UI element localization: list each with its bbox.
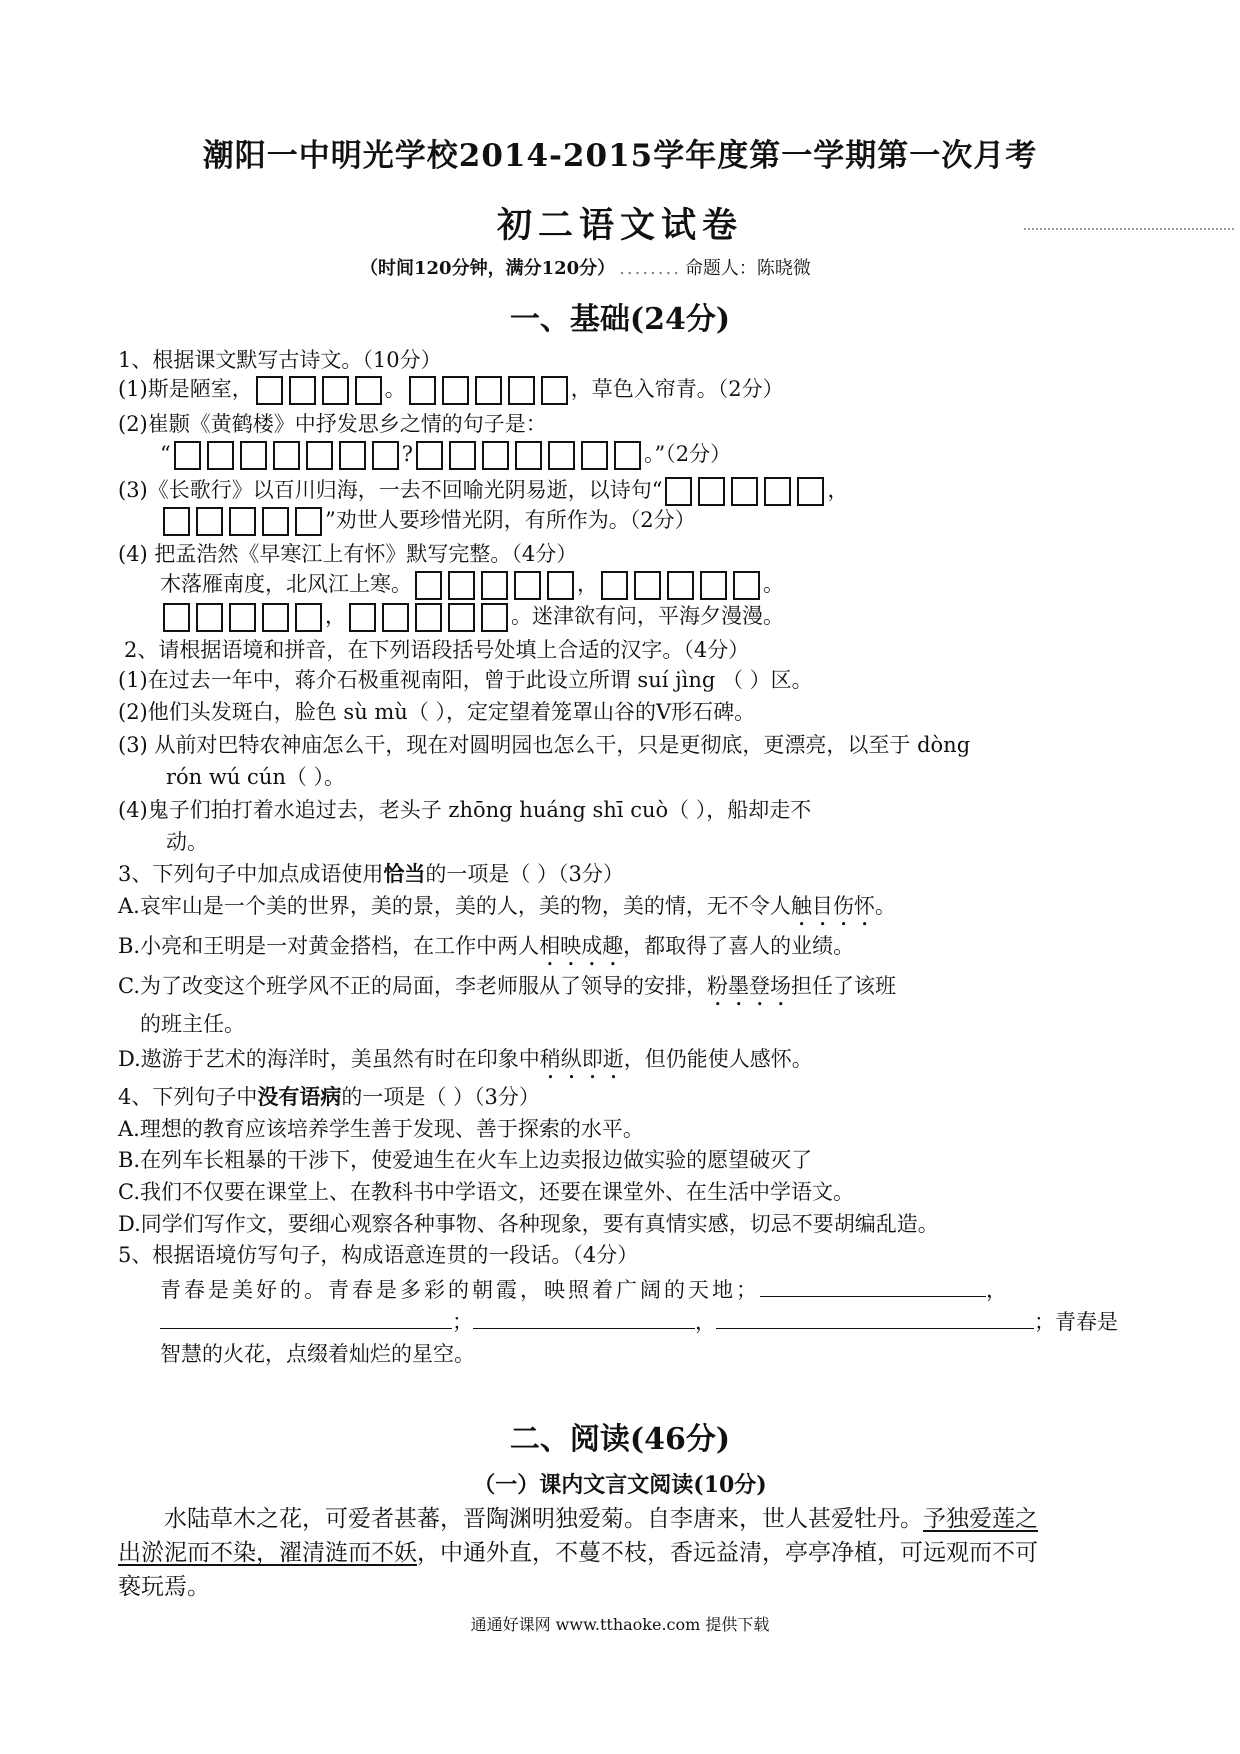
answer-box[interactable] [295,603,322,632]
q1-item4-pre: 木落雁南度，北风江上寒。 [160,572,412,596]
q1-item4-comma: ， [577,572,598,596]
answer-box[interactable] [698,477,725,506]
q4-stem-bold: 没有语病 [257,1084,342,1109]
q1-item3-line2 [160,506,696,536]
section-heading-reading: 二、阅读(46分) [509,1422,731,1457]
answer-box[interactable] [295,507,322,536]
q5-line1-text: 青春是美好的。青春是多彩的朝霞，映照着广阔的天地； [160,1278,760,1302]
q5-line1 [160,1276,1010,1304]
passage-line2 [118,1536,1038,1570]
answer-box[interactable] [262,603,289,632]
answer-box[interactable] [548,441,575,470]
q2-line2: (2)他们头发斑白，脸色 sù mù（ ），定定望着笼罩山谷的V形石碑。 [118,700,756,724]
q1-stem: 1、根据课文默写古诗文。（10分） [118,348,442,372]
answer-box[interactable] [262,507,289,536]
answer-box[interactable] [256,376,283,405]
q2-line1: (1)在过去一年中，蒋介石极重视南阳，曾于此设立所谓 suí jìng （ ）区。 [118,668,813,692]
q1-item2-answer [160,440,731,470]
exam-title: 潮阳一中明光学校2014-2015学年度第一学期第一次月考 [202,138,1038,174]
q4-option-c: C.我们不仅要在课堂上、在教科书中学语文，还要在课堂外、在生活中学语文。 [118,1180,854,1204]
q3-b-pre: B.小亮和王明是一对黄金搭档，在工作中两人 [118,934,540,958]
q1-item4-line2 [160,602,784,632]
answer-box[interactable] [196,603,223,632]
answer-box[interactable] [229,603,256,632]
q1-item4-end: 。 [763,572,784,596]
q3-option-a [118,892,896,931]
answer-blank[interactable] [716,1308,1034,1329]
q2-line4b: 动。 [166,830,208,854]
q3-c-idiom: 粉墨登场 [707,974,791,998]
q4-option-d: D.同学们写作文，要细心观察各种事物、各种现象，要有真情实感，切忌不要胡编乱造。 [118,1212,939,1236]
answer-blank[interactable] [160,1308,452,1329]
q4-stem [118,1083,540,1111]
passage-line1 [164,1502,1038,1536]
q1-item3-comma: ， [827,478,849,502]
q3-c-post: 担任了该班 [791,974,896,998]
answer-box[interactable] [442,376,469,405]
answer-box[interactable] [448,603,475,632]
q5-line2-sep1: ； [452,1310,473,1334]
answer-box[interactable] [547,571,574,600]
answer-box[interactable] [416,441,443,470]
answer-box[interactable] [409,376,436,405]
q1-item3-post: ”劝世人要珍惜光阴，有所作为。（2分） [325,508,696,532]
answer-box[interactable] [764,477,791,506]
answer-box[interactable] [306,441,333,470]
answer-box[interactable] [731,477,758,506]
answer-box[interactable] [733,571,760,600]
q3-a-post: 。 [874,894,896,918]
answer-box[interactable] [163,507,190,536]
answer-box[interactable] [174,441,201,470]
q1-item4-line1 [160,570,784,600]
q5-line1-end: ， [986,1278,1010,1302]
q1-item1-mid: 。 [384,377,406,401]
answer-box[interactable] [273,441,300,470]
answer-box[interactable] [614,441,641,470]
footer-credit: 通通好课网 www.tthaoke.com 提供下载 [470,1615,770,1634]
answer-box[interactable] [415,571,442,600]
q5-stem: 5、根据语境仿写句子，构成语意连贯的一段话。（4分） [118,1243,639,1267]
answer-box[interactable] [415,603,442,632]
q3-d-pre: D.遨游于艺术的海洋时，美虽然有时在印象中 [118,1047,540,1071]
q5-line2-sep2: ， [695,1310,716,1334]
q3-d-post: ，但仍能使人感怀。 [623,1047,813,1071]
q1-item2-stem: (2)崔颢《黄鹤楼》中抒发思乡之情的句子是： [118,412,547,436]
q5-line2 [160,1308,1118,1336]
q4-option-a: A.理想的教育应该培养学生善于发现、善于探索的水平。 [118,1117,644,1141]
answer-box[interactable] [481,571,508,600]
q3-stem-bold: 恰当 [383,861,426,886]
q1-item1-post: ，草色入帘青。（2分） [570,377,784,401]
answer-box[interactable] [163,603,190,632]
q3-stem [118,860,624,888]
q3-stem-b: 的一项是（ ）（3分） [425,862,624,886]
answer-box[interactable] [322,376,349,405]
q3-a-pre: A.哀牢山是一个美的世界，美的景，美的人，美的物，美的情，无不令人 [118,894,791,918]
answer-box[interactable] [700,571,727,600]
passage-underlined-1: 予独爱莲之 [923,1506,1038,1532]
passage-text-a: 水陆草木之花，可爱者甚蕃，晋陶渊明独爱菊。自李唐来，世人甚爱牡丹。 [164,1506,923,1532]
q3-stem-a: 3、下列句子中加点成语使用 [118,862,384,886]
answer-box[interactable] [508,376,535,405]
answer-box[interactable] [372,441,399,470]
q1-item3-pre: (3)《长歌行》以百川归海，一去不回喻光阴易逝，以诗句“ [118,478,663,502]
passage-line3: 亵玩焉。 [118,1574,210,1600]
q1-item4-post: 。迷津欲有问，平海夕漫漫。 [511,604,784,628]
q3-option-b [118,932,854,971]
q4-option-b: B.在列车长粗暴的干涉下，使爱迪生在火车上边卖报边做实验的愿望破灭了 [118,1148,813,1172]
answer-box[interactable] [349,603,376,632]
answer-box[interactable] [634,571,661,600]
q2-line3b: rón wú cún（ ）。 [166,765,346,789]
q5-line3: 智慧的火花，点缀着灿烂的星空。 [160,1342,475,1366]
answer-box[interactable] [541,376,568,405]
answer-box[interactable] [482,441,509,470]
q3-option-c [118,972,896,1011]
answer-box[interactable] [240,441,267,470]
q1-item4-stem: (4) 把孟浩然《早寒江上有怀》默写完整。（4分） [118,542,578,566]
answer-box[interactable] [514,571,541,600]
q4-stem-a: 4、下列句子中 [118,1085,258,1109]
q3-a-idiom: 触目伤怀 [790,894,875,918]
q1-item2-open: “ [160,442,171,466]
section-heading-basics: 一、基础(24分) [509,302,731,337]
q1-item4-comma2: ， [325,604,346,628]
time-note: （时间120分钟，满分120分） [360,258,616,279]
q4-stem-b: 的一项是（ ）（3分） [341,1085,540,1109]
answer-box[interactable] [229,507,256,536]
answer-box[interactable] [667,571,694,600]
q1-item2-mid: ? [401,442,414,466]
q1-item1 [118,375,784,405]
answer-box[interactable] [581,441,608,470]
q3-d-idiom: 稍纵即逝 [539,1047,624,1071]
answer-box[interactable] [448,571,475,600]
answer-box[interactable] [355,376,382,405]
answer-box[interactable] [339,441,366,470]
q2-stem: 2、请根据语境和拼音，在下列语段括号处填上合适的汉字。（4分） [124,638,750,662]
dot-leader: ........ [619,258,681,279]
answer-box[interactable] [196,507,223,536]
q3-b-idiom: 相映成趣 [539,934,624,958]
answer-box[interactable] [797,477,824,506]
answer-box[interactable] [481,603,508,632]
answer-blank[interactable] [473,1308,695,1329]
answer-box[interactable] [601,571,628,600]
answer-box[interactable] [382,603,409,632]
answer-box[interactable] [475,376,502,405]
q2-line3a: (3) 从前对巴特农神庙怎么干，现在对圆明园也怎么干，只是更彻底，更漂亮，以至于 dòng [118,733,971,757]
answer-box[interactable] [515,441,542,470]
dotted-divider [1024,228,1234,230]
answer-box[interactable] [207,441,234,470]
answer-box[interactable] [449,441,476,470]
q5-line2-end: ；青春是 [1034,1310,1118,1334]
answer-blank[interactable] [760,1276,986,1297]
q3-c-pre: C.为了改变这个班学风不正的局面，李老师服从了领导的安排， [118,974,707,998]
q1-item3-line1 [118,476,848,506]
author-label: 命题人：陈晓微 [684,258,811,279]
paper-subtitle: 初二语文试卷 [496,205,743,246]
exam-info [360,254,811,280]
answer-box[interactable] [665,477,692,506]
q3-b-post: ，都取得了喜人的业绩。 [623,934,855,958]
q3-option-d [118,1045,813,1084]
q1-item2-post: 。”（2分） [644,442,732,466]
q1-item1-pre: (1)斯是陋室， [118,377,253,401]
passage-text-b: ，中通外直，不蔓不枝，香远益清，亭亭净植，可远观而不可 [417,1540,1038,1566]
subsection-heading-classical: （一）课内文言文阅读(10分) [473,1472,767,1498]
passage-underlined-2: 出淤泥而不染，濯清涟而不妖 [118,1540,417,1566]
q2-line4a: (4)鬼子们拍打着水追过去，老头子 zhōng huáng shī cuò（ ），船却走不 [118,798,812,822]
answer-box[interactable] [289,376,316,405]
q3-option-c-cont: 的班主任。 [140,1012,245,1036]
